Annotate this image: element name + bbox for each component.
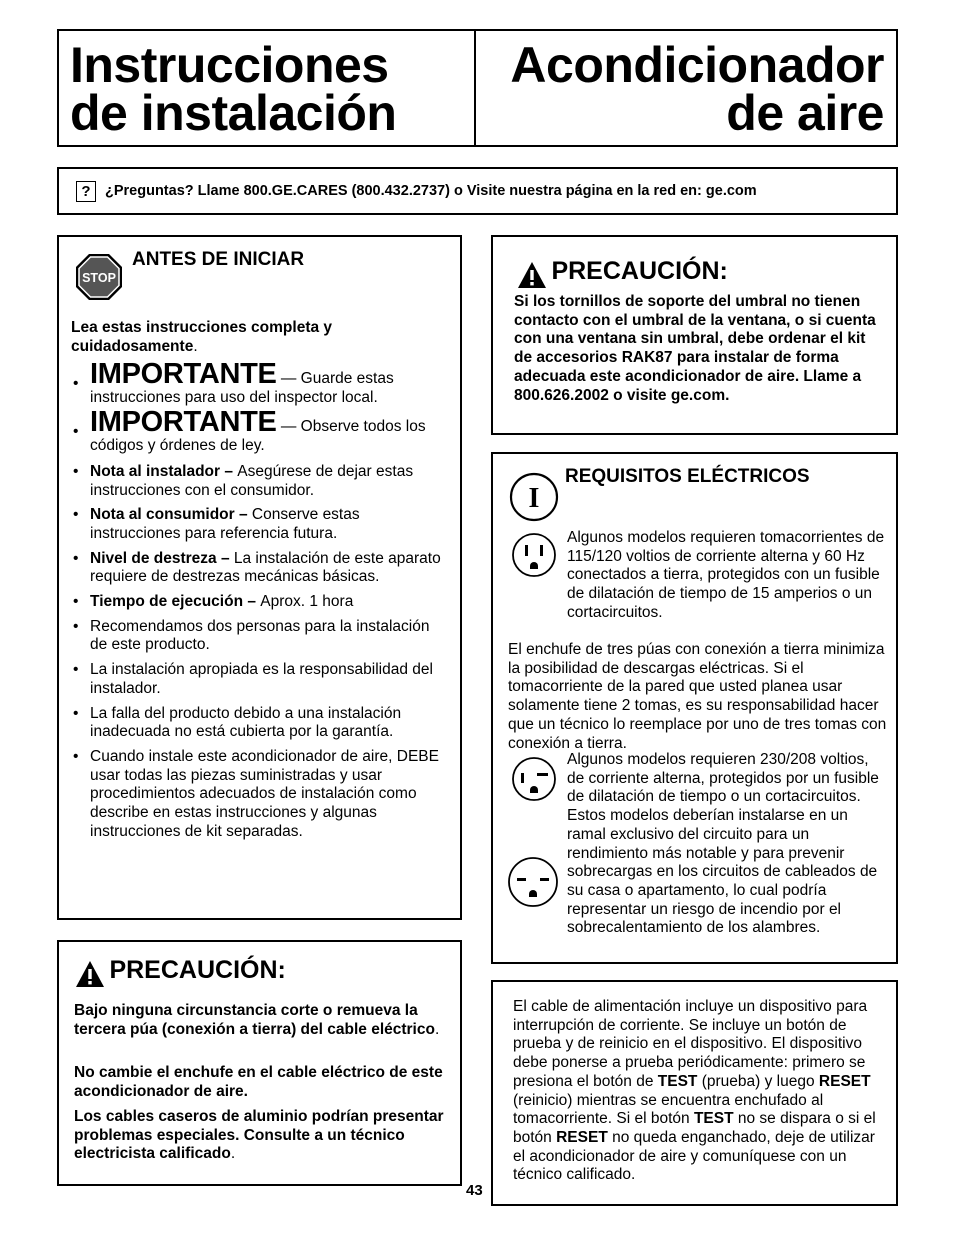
electricos-p1: Algunos modelos requieren tomacorrientes de 115/120 voltios de corriente alterna y 60 Hz conectados a tierra, protegidos con un fusible de dilatación de tiempo de 15 amperios o un cortacircuitos.: [567, 529, 885, 621]
antes-section: [57, 235, 462, 920]
antes-list: [71, 358, 451, 847]
product-title-line2: de aire: [726, 85, 884, 141]
antes-list-item: • Recomendamos dos personas para la instalación de este producto.: [71, 618, 451, 655]
header-left-box: [57, 29, 476, 147]
antes-bullets: [71, 463, 451, 842]
antes-list-item: • Nota al instalador – Asegúrese de dejar estas instrucciones con el consumidor.: [71, 463, 451, 500]
info-icon: [509, 472, 559, 522]
precaucion-left-title: PRECAUCIÓN:: [109, 956, 286, 984]
outlet-208v-icon: [507, 856, 559, 908]
cable-section: [491, 980, 898, 1206]
precaucion-left-heading: [75, 956, 286, 988]
precaucion-left-p2: No cambie el enchufe en el cable eléctrico de este acondicionador de aire.: [74, 1064, 443, 1100]
questions-bar: [57, 167, 898, 215]
page-number: 43: [466, 1182, 483, 1199]
svg-text:I: I: [528, 483, 540, 514]
antes-list-item: • Cuando instale este acondicionador de aire, DEBE usar todas las piezas suministradas y usar procedimientos adecuados de instalación como describe en estas instrucciones y algunas instrucciones de kit separadas.: [71, 748, 451, 842]
precaucion-left-p3: Los cables caseros de aluminio podrían presentar problemas especiales. Consulte a un técnico electricista calificado.: [74, 1108, 444, 1163]
outlet-120v-icon: [511, 532, 557, 578]
header-right-box: [474, 29, 898, 147]
outlet-230v-icon: [511, 756, 557, 802]
cable-text: El cable de alimentación incluye un dispositivo para interrupción de corriente. Se incluye un botón de prueba y de reinicio en el dispositivo. El dispositivo debe ponerse a prueba periódicamente: primero se presiona el botón de TEST (prueba) y luego RESET (reinicio) mientras se encuentra enchufado al tomacorriente. Si el botón TEST no se dispara o si el botón RESET no queda enganchado, deje de utilizar el acondicionador de aire y comuníquese con un técnico calificado.: [513, 998, 876, 1184]
electricos-p2: El enchufe de tres púas con conexión a tierra minimiza la posibilidad de descargas eléctricas. Si el tomacorriente de la pared que usted planea usar solamente tiene 2 tomas, es su responsabilidad hacer que un técnico lo reemplace por uno de tres tomas con conexión a tierra.: [508, 641, 887, 752]
precaucion-right-heading: [517, 257, 728, 289]
antes-intro: Lea estas instrucciones completa y cuidadosamente.: [71, 319, 333, 355]
precaucion-right-title: PRECAUCIÓN:: [551, 257, 728, 285]
antes-list-item: • Tiempo de ejecución – Aprox. 1 hora: [71, 593, 451, 612]
electricos-title: REQUISITOS ELÉCTRICOS: [565, 466, 810, 487]
svg-text:STOP: STOP: [82, 271, 116, 285]
product-title-line1: Acondicionador: [510, 37, 884, 93]
electricos-section: [491, 452, 898, 964]
product-title: [510, 37, 884, 141]
doc-title-line1: Instrucciones: [70, 37, 389, 93]
doc-title-line2: de instalación: [70, 85, 397, 141]
antes-title: ANTES DE INICIAR: [132, 249, 305, 270]
precaucion-left-section: [57, 940, 462, 1186]
precaucion-right-text: Si los tornillos de soporte del umbral no tienen contacto con el umbral de la ventana, o si cuenta con una ventana sin umbral, debe ordenar el kit de accesorios RAK87 para instalar de forma adecuada este acondicionador de aire. Llame a 800.626.2002 o visite ge.com.: [514, 293, 876, 404]
stop-sign-icon: [75, 253, 123, 301]
electricos-p3: Algunos modelos requieren 230/208 voltios, de corriente alterna, protegidos por un fusible de dilatación de tiempo o un cortacircuitos. Estos modelos deberían instalarse en un ramal exclusivo del circuito para un rendimiento más notable y para prevenir sobrecargas en los circuitos de cableados de su casa o apartamento, lo cual podría representar un riesgo de incendio por el sobrecalentamiento de los alambres.: [567, 751, 879, 937]
antes-list-item: • La falla del producto debido a una instalación inadecuada no está cubierta por la garantía.: [71, 705, 451, 742]
warning-icon: [75, 960, 105, 988]
importante-1: • IMPORTANTE — Guarde estas instrucciones para uso del inspector local.: [73, 358, 394, 406]
antes-list-item: • Nota al consumidor – Conserve estas instrucciones para referencia futura.: [71, 506, 451, 543]
antes-list-item: • La instalación apropiada es la responsabilidad del instalador.: [71, 661, 451, 698]
doc-title: [70, 37, 397, 141]
warning-icon: [517, 261, 547, 289]
antes-list-item: • Nivel de destreza – La instalación de este aparato requiere de destrezas mecánicas básicas.: [71, 550, 451, 587]
precaucion-right-section: [491, 235, 898, 435]
precaucion-left-p1: Bajo ninguna circunstancia corte o remueva la tercera púa (conexión a tierra) del cable eléctrico.: [74, 1002, 440, 1038]
questions-text: ¿Preguntas? Llame 800.GE.CARES (800.432.2737) o Visite nuestra página en la red en: ge.com: [105, 183, 757, 199]
importante-2: • IMPORTANTE — Observe todos los códigos y órdenes de ley.: [73, 406, 426, 455]
question-icon: ?: [76, 181, 96, 202]
